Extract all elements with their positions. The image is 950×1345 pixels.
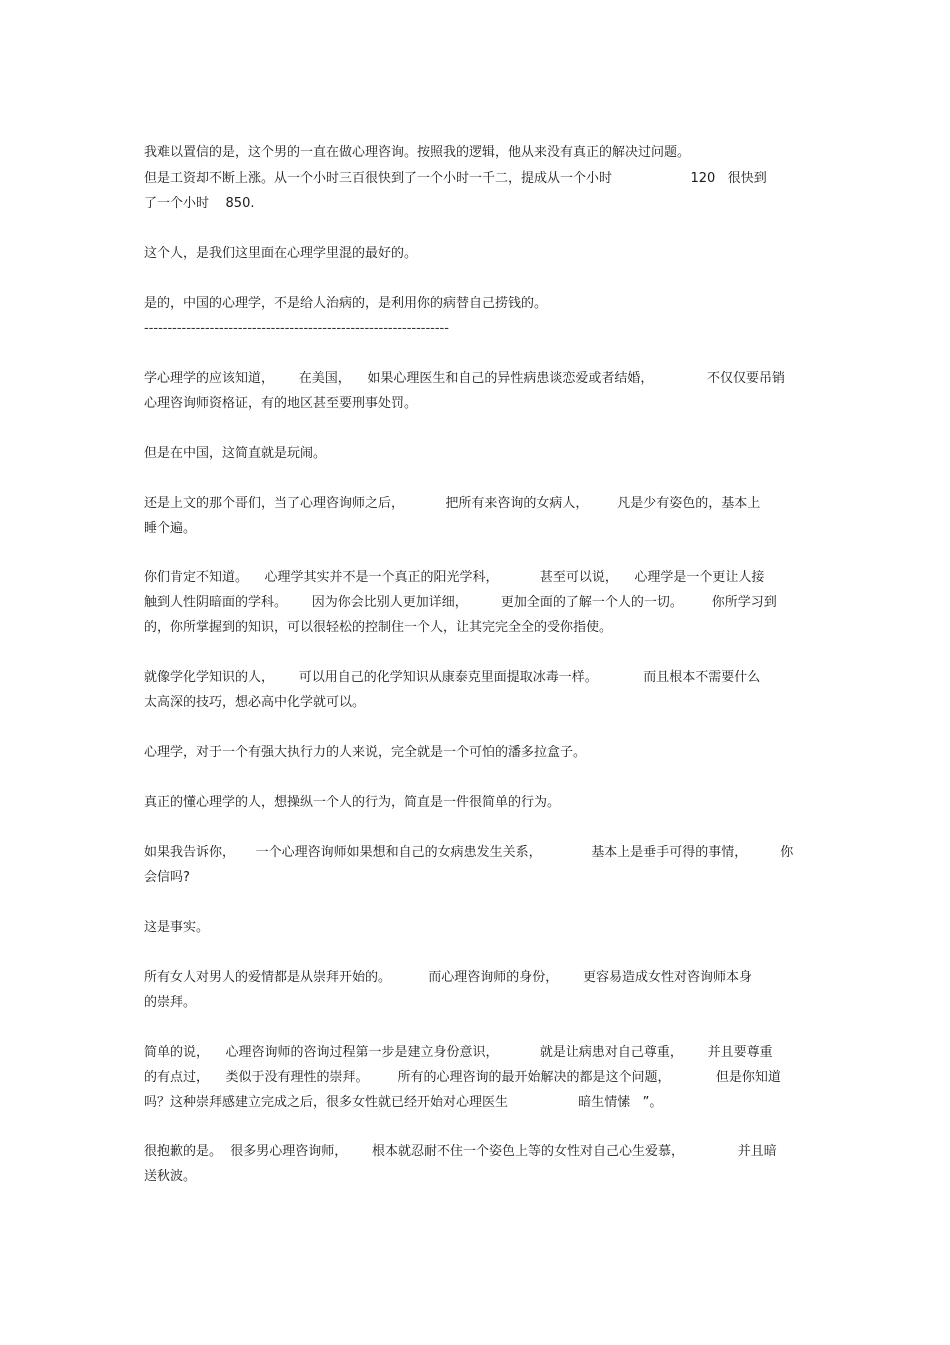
- text-line: 吗？这种崇拜感建立完成之后，很多女性就已经开始对心理医生 暗生情愫 ”。: [144, 1095, 663, 1110]
- text-line: 送秋波。: [144, 1169, 197, 1184]
- text-line: 睡个遍。: [144, 521, 197, 536]
- text-line: 会信吗?: [144, 870, 190, 885]
- text-line: 我难以置信的是，这个男的一直在做心理咨询。按照我的逻辑，他从来没有真正的解决过问题。: [144, 145, 691, 160]
- text-line: 真正的懂心理学的人，想操纵一个人的行为，简直是一件很简单的行为。: [144, 795, 561, 810]
- separator-line: -----------------------------------------------------------------: [144, 321, 449, 336]
- text-line: 就像学化学知识的人， 可以用自己的化学知识从康泰克里面提取冰毒一样。 而且根本不需要什么: [144, 670, 761, 685]
- text-line: 心理学，对于一个有强大执行力的人来说，完全就是一个可怕的潘多拉盒子。: [144, 745, 587, 760]
- text-line: 所有女人对男人的爱情都是从崇拜开始的。 而心理咨询师的身份， 更容易造成女性对咨询师本身: [144, 970, 752, 985]
- text-line: 但是在中国，这简直就是玩闹。: [144, 446, 327, 461]
- text-line: 如果我告诉你， 一个心理咨询师如果想和自己的女病患发生关系， 基本上是垂手可得的事情， 你: [144, 845, 794, 860]
- text-line: 你们肯定不知道。 心理学其实并不是一个真正的阳光学科， 甚至可以说， 心理学是一个更让人接: [144, 570, 765, 585]
- text-line: 的，你所掌握到的知识，可以很轻松的控制住一个人，让其完完全全的受你指使。: [144, 620, 613, 635]
- text-line: 这是事实。: [144, 920, 210, 935]
- text-line: 的有点过， 类似于没有理性的崇拜。 所有的心理咨询的最开始解决的都是这个问题， 但是你知道: [144, 1070, 781, 1085]
- text-line: 很抱歉的是。 很多男心理咨询师， 根本就忍耐不住一个姿色上等的女性对自己心生爱慕， 并且暗: [144, 1144, 777, 1159]
- text-line: 心理咨询师资格证，有的地区甚至要刑事处罚。: [144, 396, 418, 411]
- text-line: 太高深的技巧，想必高中化学就可以。: [144, 695, 366, 710]
- text-line: 的崇拜。: [144, 995, 197, 1010]
- text-line: 了一个小时 850.: [144, 196, 255, 211]
- text-line: 是的，中国的心理学，不是给人治病的，是利用你的病替自己捞钱的。: [144, 296, 548, 311]
- text-line: 学心理学的应该知道， 在美国， 如果心理医生和自己的异性病患谈恋爱或者结婚， 不仅仅要吊销: [144, 371, 786, 386]
- text-line: 但是工资却不断上涨。从一个小时三百很快到了一个小时一千二，提成从一个小时 120 很快到: [144, 171, 767, 186]
- text-line: 触到人性阴暗面的学科。 因为你会比别人更加详细， 更加全面的了解一个人的一切。 你所学习到: [144, 595, 777, 610]
- text-line: 简单的说， 心理咨询师的咨询过程第一步是建立身份意识， 就是让病患对自己尊重， 并且要尊重: [144, 1045, 773, 1060]
- text-line: 还是上文的那个哥们，当了心理咨询师之后， 把所有来咨询的女病人， 凡是少有姿色的，基本上: [144, 496, 761, 511]
- text-line: 这个人，是我们这里面在心理学里混的最好的。: [144, 246, 418, 261]
